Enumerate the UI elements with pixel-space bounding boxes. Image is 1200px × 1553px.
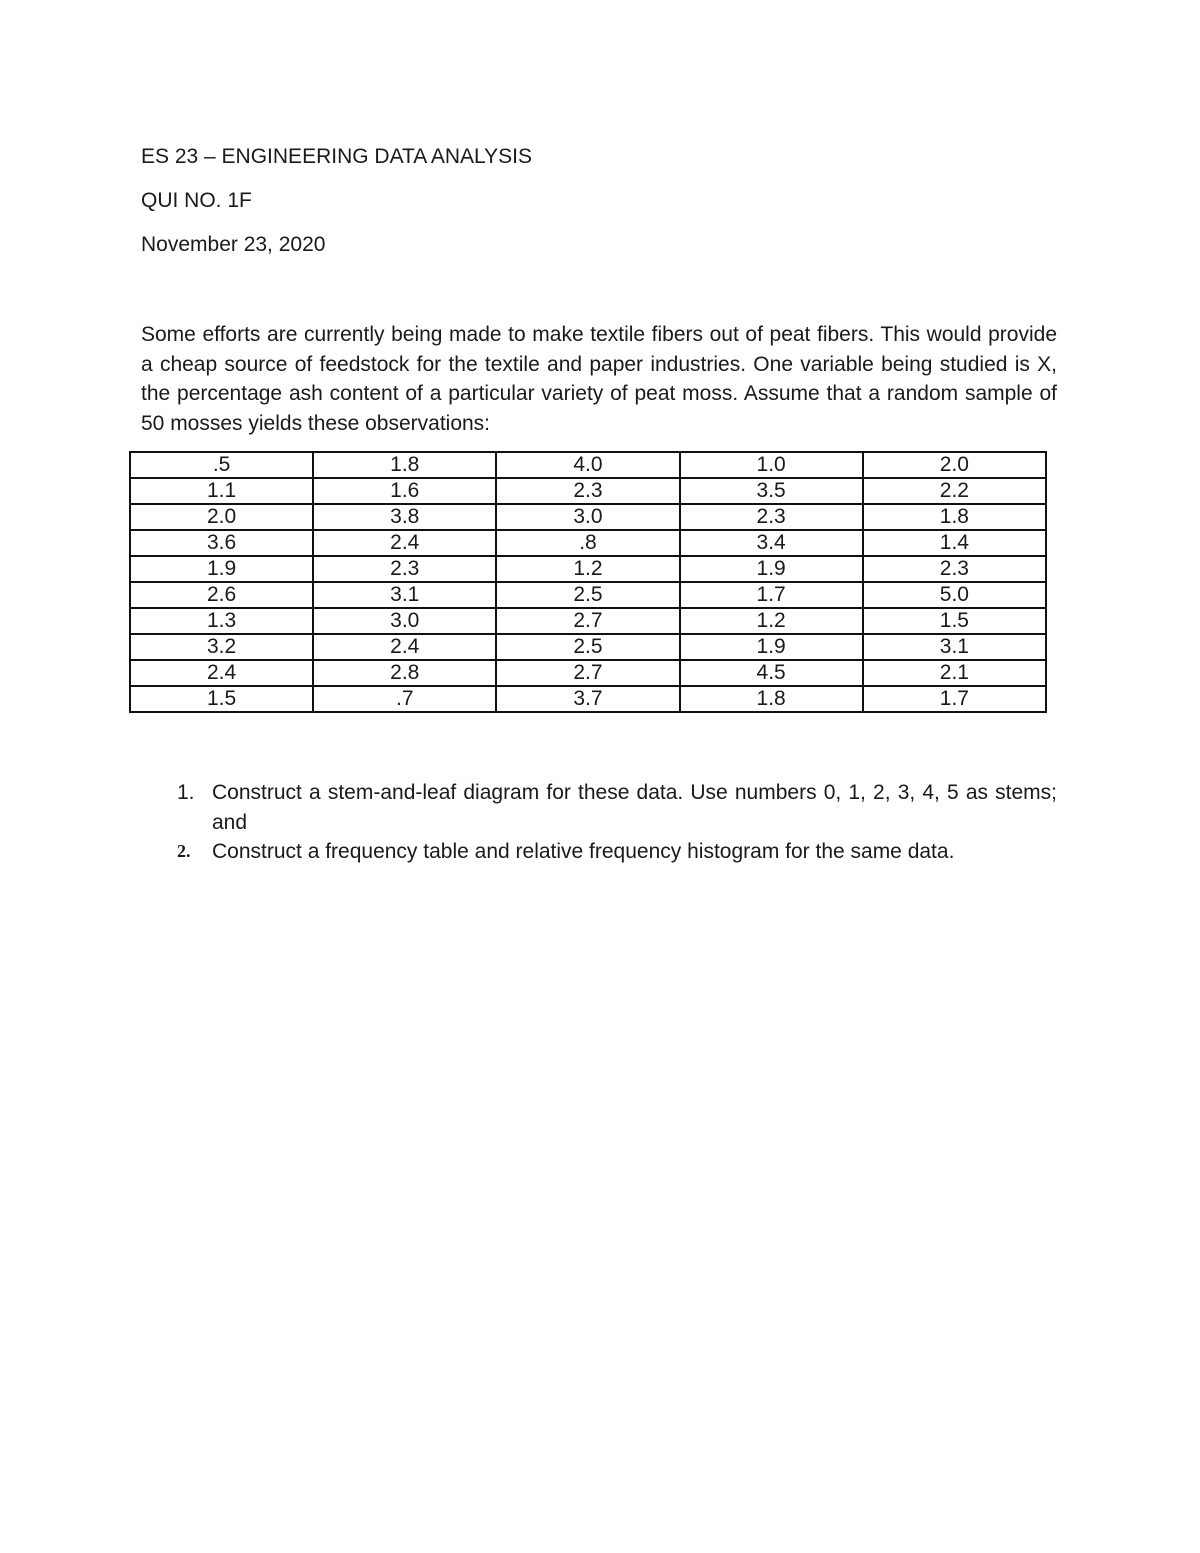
table-cell: .8 <box>496 530 679 556</box>
table-cell: 1.8 <box>863 504 1046 530</box>
table-cell: 2.4 <box>313 530 496 556</box>
table-cell: 2.4 <box>130 660 313 686</box>
table-cell: 2.3 <box>496 478 679 504</box>
quiz-date: November 23, 2020 <box>141 233 326 256</box>
question-item <box>141 837 1057 867</box>
table-cell: 3.8 <box>313 504 496 530</box>
table-cell: 1.0 <box>680 452 863 478</box>
table-cell: 2.1 <box>863 660 1046 686</box>
observations-table <box>129 451 1047 713</box>
table-cell: 2.2 <box>863 478 1046 504</box>
question-text: Construct a frequency table and relative frequency histogram for the same data. <box>212 840 955 863</box>
question-text: Construct a stem-and-leaf diagram for these data. Use numbers 0, 1, 2, 3, 4, 5 as stems; and <box>212 781 1057 834</box>
table-cell: 1.3 <box>130 608 313 634</box>
table-row <box>130 530 1046 556</box>
table-cell: 1.9 <box>130 556 313 582</box>
table-row <box>130 582 1046 608</box>
table-cell: 1.8 <box>313 452 496 478</box>
table-cell: 1.5 <box>863 608 1046 634</box>
table-cell: 2.3 <box>313 556 496 582</box>
table-cell: 1.8 <box>680 686 863 712</box>
table-cell: 1.4 <box>863 530 1046 556</box>
table-cell: 1.2 <box>496 556 679 582</box>
table-cell: 1.5 <box>130 686 313 712</box>
table-row <box>130 608 1046 634</box>
table-cell: 3.7 <box>496 686 679 712</box>
table-cell: 5.0 <box>863 582 1046 608</box>
table-cell: 2.7 <box>496 608 679 634</box>
table-cell: 3.2 <box>130 634 313 660</box>
table-cell: .5 <box>130 452 313 478</box>
table-cell: 2.8 <box>313 660 496 686</box>
table-cell: 3.1 <box>313 582 496 608</box>
table-cell: 2.0 <box>863 452 1046 478</box>
table-cell: 2.7 <box>496 660 679 686</box>
table-cell: 3.6 <box>130 530 313 556</box>
observations-table-body <box>130 452 1046 712</box>
table-row <box>130 556 1046 582</box>
question-item <box>141 778 1057 837</box>
table-row <box>130 504 1046 530</box>
table-cell: 3.0 <box>313 608 496 634</box>
question-list <box>141 778 1057 867</box>
table-cell: 4.5 <box>680 660 863 686</box>
table-row <box>130 452 1046 478</box>
problem-statement: Some efforts are currently being made to make textile fibers out of peat fibers. This would provide a cheap source of feedstock for the textile and paper industries. One variable being studied is X, the percentage ash content of a particular variety of peat moss. Assume that a random sample of 50 mosses yields these observations: <box>141 323 1057 435</box>
table-cell: 3.1 <box>863 634 1046 660</box>
question-number: 1. <box>177 781 195 804</box>
table-cell: 2.4 <box>313 634 496 660</box>
table-row <box>130 634 1046 660</box>
table-cell: 3.0 <box>496 504 679 530</box>
table-cell: 2.3 <box>863 556 1046 582</box>
table-cell: 2.5 <box>496 582 679 608</box>
table-row <box>130 686 1046 712</box>
table-cell: .7 <box>313 686 496 712</box>
table-cell: 2.5 <box>496 634 679 660</box>
table-row <box>130 660 1046 686</box>
table-cell: 2.6 <box>130 582 313 608</box>
course-title: ES 23 – ENGINEERING DATA ANALYSIS <box>141 145 532 168</box>
table-cell: 3.4 <box>680 530 863 556</box>
table-cell: 1.2 <box>680 608 863 634</box>
table-row <box>130 478 1046 504</box>
quiz-number: QUI NO. 1F <box>141 189 252 212</box>
table-cell: 3.5 <box>680 478 863 504</box>
table-cell: 2.0 <box>130 504 313 530</box>
table-cell: 1.7 <box>863 686 1046 712</box>
table-cell: 1.9 <box>680 556 863 582</box>
question-number: 2. <box>177 841 191 861</box>
table-cell: 1.9 <box>680 634 863 660</box>
table-cell: 1.1 <box>130 478 313 504</box>
table-cell: 4.0 <box>496 452 679 478</box>
table-cell: 1.7 <box>680 582 863 608</box>
table-cell: 1.6 <box>313 478 496 504</box>
table-cell: 2.3 <box>680 504 863 530</box>
